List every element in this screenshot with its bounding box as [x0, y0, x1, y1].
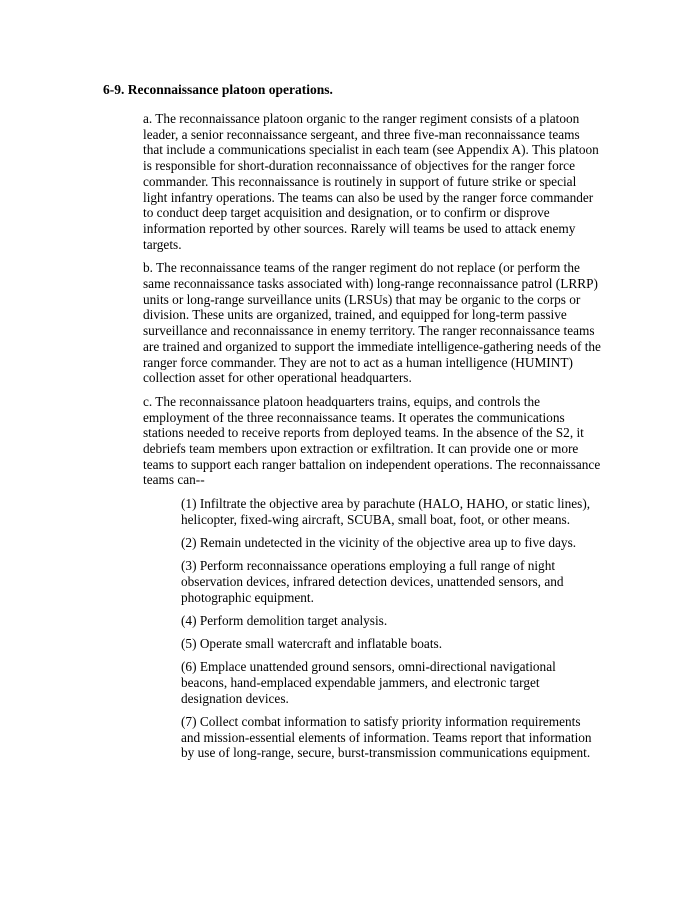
list-item: (5) Operate small watercraft and inflatable boats. — [181, 636, 443, 652]
list-item: (3) Perform reconnaissance operations employing a full range of night observation devices, infrared detection devices, unattended sensors, and photographic equipment. — [181, 558, 564, 605]
capabilities-list — [143, 496, 601, 761]
list-item: (2) Remain undetected in the vicinity of the objective area up to five days. — [181, 535, 577, 551]
section-heading: 6-9. Reconnaissance platoon operations. — [103, 82, 333, 97]
section-body — [143, 111, 601, 769]
paragraph-c: c. The reconnaissance platoon headquarters trains, equips, and controls the employment of the three reconnaissance teams. It operates the communications stations needed to receive reports from deployed teams. In the absence of the S2, it debriefs team members upon extraction or exfiltration. It can provide one or more teams to support each ranger battalion on independent operations. The reconnaissance teams can-- — [143, 393, 601, 488]
paragraph-a: a. The reconnaissance platoon organic to the ranger regiment consists of a platoon leader, a senior reconnaissance sergeant, and three five-man reconnaissance teams that include a communications specialist in each team (see Appendix A). This platoon is responsible for short-duration reconnaissance of objectives for the ranger force commander. This reconnaissance is routinely in support of future strike or special light infantry operations. The teams can also be used by the ranger force commander to conduct deep target acquisition and designation, or to confirm or disprove information reported by other sources. Rarely will teams be used to attack enemy targets. — [143, 111, 599, 252]
list-item: (7) Collect combat information to satisfy priority information requirements and mission-essential elements of information. Teams report that information by use of long-range, secure, burst-transmission communications equipment. — [181, 713, 592, 761]
paragraph-b: b. The reconnaissance teams of the ranger regiment do not replace (or perform the same reconnaissance tasks associated with) long-range reconnaissance patrol (LRRP) units or long-range surveillance units (LRSUs) that may be organic to the corps or division. These units are organized, trained, and equipped for long-term passive surveillance and reconnaissance in enemy territory. The ranger reconnaissance teams are trained and organized to support the immediate intelligence-gathering needs of the ranger force commander. They are not to act as a human intelligence (HUMINT) collection asset for other operational headquarters. — [143, 260, 601, 386]
list-item: (4) Perform demolition target analysis. — [181, 612, 388, 628]
list-item: (1) Infiltrate the objective area by parachute (HALO, HAHO, or static lines), helicopter, fixed-wing aircraft, SCUBA, small boat, foot, or other means. — [181, 496, 591, 527]
list-item: (6) Emplace unattended ground sensors, omni-directional navigational beacons, hand-emplaced expendable jammers, and electronic target designation devices. — [181, 659, 556, 706]
